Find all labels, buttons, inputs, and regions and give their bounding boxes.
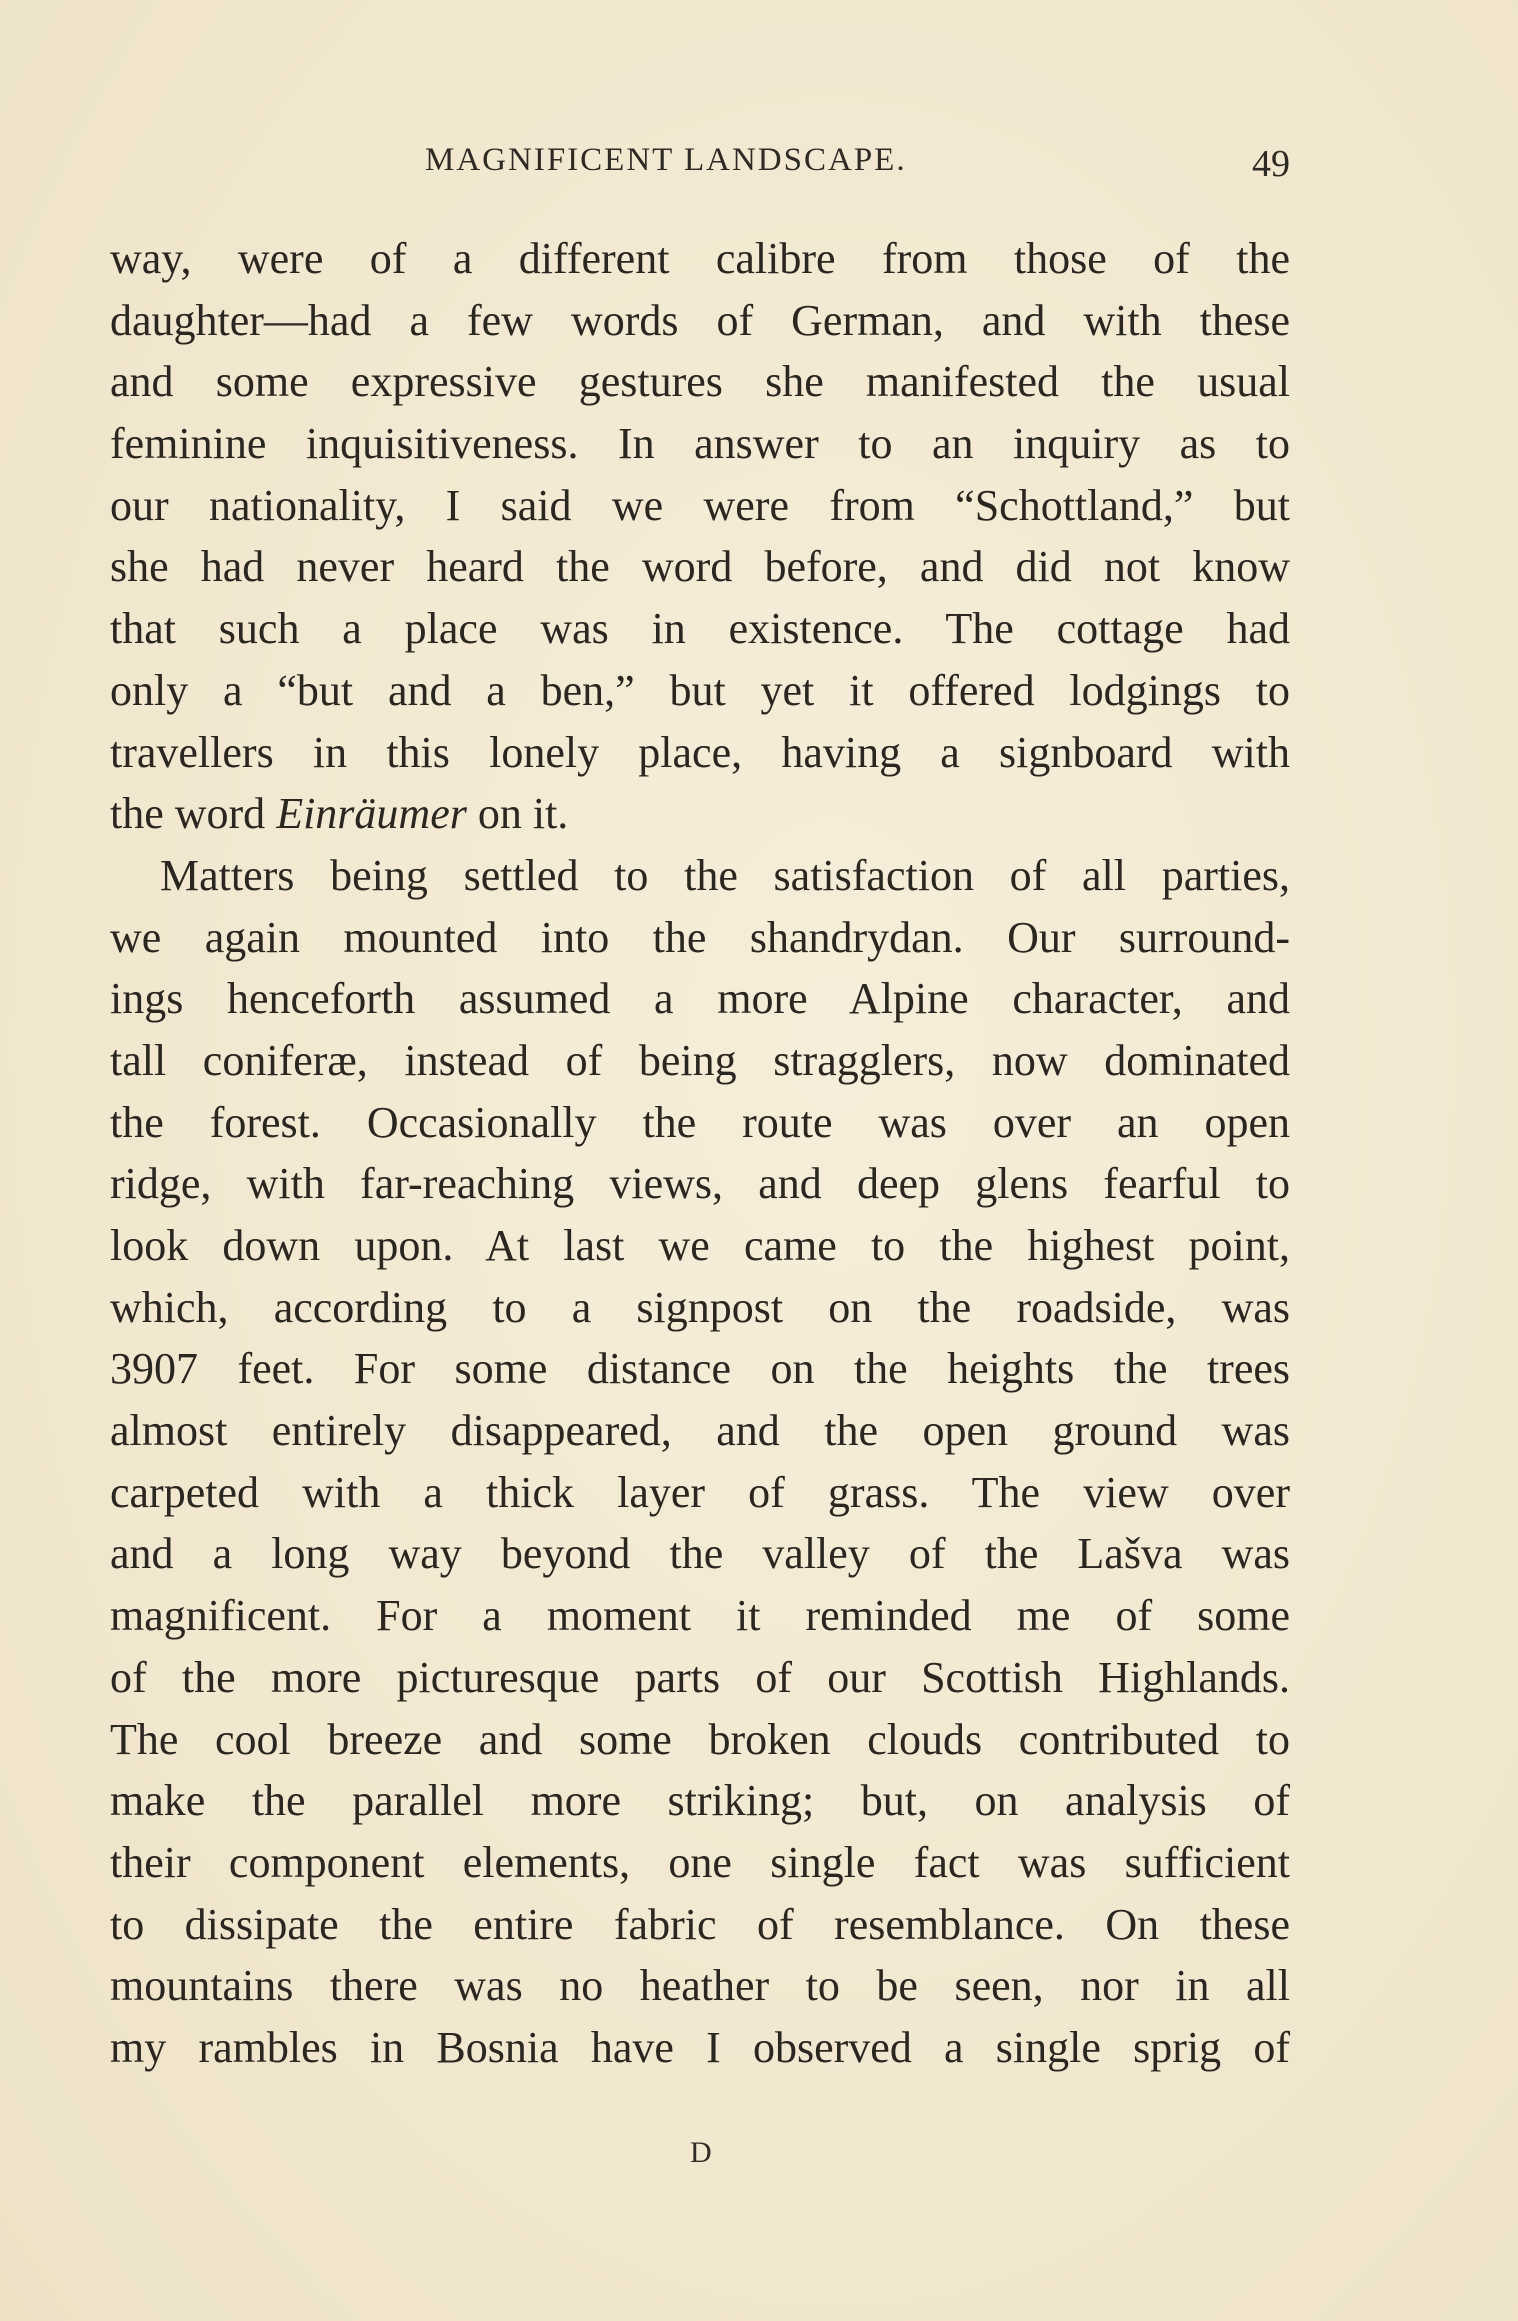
text-line: way, were of a different calibre from those of the <box>110 234 1290 283</box>
text-line: we again mounted into the shandrydan. Our surround- <box>110 912 1290 962</box>
text-line: and a long way beyond the valley of the Lašva was <box>110 1529 1290 1579</box>
text-line: our nationality, I said we were from “Schottland,” but <box>110 480 1290 530</box>
text-line: which, according to a signpost on the roadside, was <box>110 1282 1290 1332</box>
text-line: to dissipate the entire fabric of resemblance. On these <box>110 1899 1290 1949</box>
text-line: tall coniferæ, instead of being stragglers, now dominated <box>110 1035 1290 1085</box>
text-line: the forest. Occasionally the route was over an open <box>110 1097 1290 1147</box>
text-line: The cool breeze and some broken clouds contributed to <box>110 1714 1290 1764</box>
signature-mark: D <box>690 2136 713 2169</box>
text-line <box>110 783 1290 845</box>
text-fragment: the word <box>110 789 277 839</box>
text-fragment: on it. <box>466 789 569 839</box>
running-head: MAGNIFICENT LANDSCAPE. <box>425 142 907 178</box>
text-line: that such a place was in existence. The cottage had <box>110 604 1290 654</box>
text-line: look down upon. At last we came to the highest point, <box>110 1221 1290 1270</box>
text-line: mountains there was no heather to be seen, nor in all <box>110 1961 1290 2011</box>
text-line: daughter—had a few words of German, and with these <box>110 295 1290 345</box>
text-line: she had never heard the word before, and did not know <box>110 542 1290 592</box>
page-header <box>110 142 1290 192</box>
body-text <box>110 228 1290 2079</box>
text-line: my rambles in Bosnia have I observed a single sprig of <box>110 2022 1290 2072</box>
text-line: make the parallel more striking; but, on analysis of <box>110 1776 1290 1826</box>
text-line: travellers in this lonely place, having a signboard with <box>110 727 1290 777</box>
text-line: carpeted with a thick layer of grass. The view over <box>110 1467 1290 1517</box>
italic-word: Einräumer <box>276 789 467 839</box>
text-line: magnificent. For a moment it reminded me of some <box>110 1591 1290 1641</box>
paragraph-first-line: Matters being settled to the satisfaction of all parties, <box>160 850 1290 900</box>
text-line: 3907 feet. For some distance on the heights the trees <box>110 1344 1290 1394</box>
text-line: only a “but and a ben,” but yet it offered lodgings to <box>110 665 1290 715</box>
text-line: ridge, with far-reaching views, and deep glens fearful to <box>110 1159 1290 1209</box>
text-line: and some expressive gestures she manifested the usual <box>110 357 1290 407</box>
text-line: their component elements, one single fact was sufficient <box>110 1837 1290 1887</box>
text-line: of the more picturesque parts of our Scottish Highlands. <box>110 1652 1290 1702</box>
page-number: 49 <box>1252 143 1290 185</box>
text-line: almost entirely disappeared, and the open ground was <box>110 1406 1290 1456</box>
text-line: feminine inquisitiveness. In answer to an inquiry as to <box>110 419 1290 469</box>
text-line: ings henceforth assumed a more Alpine character, and <box>110 974 1290 1024</box>
